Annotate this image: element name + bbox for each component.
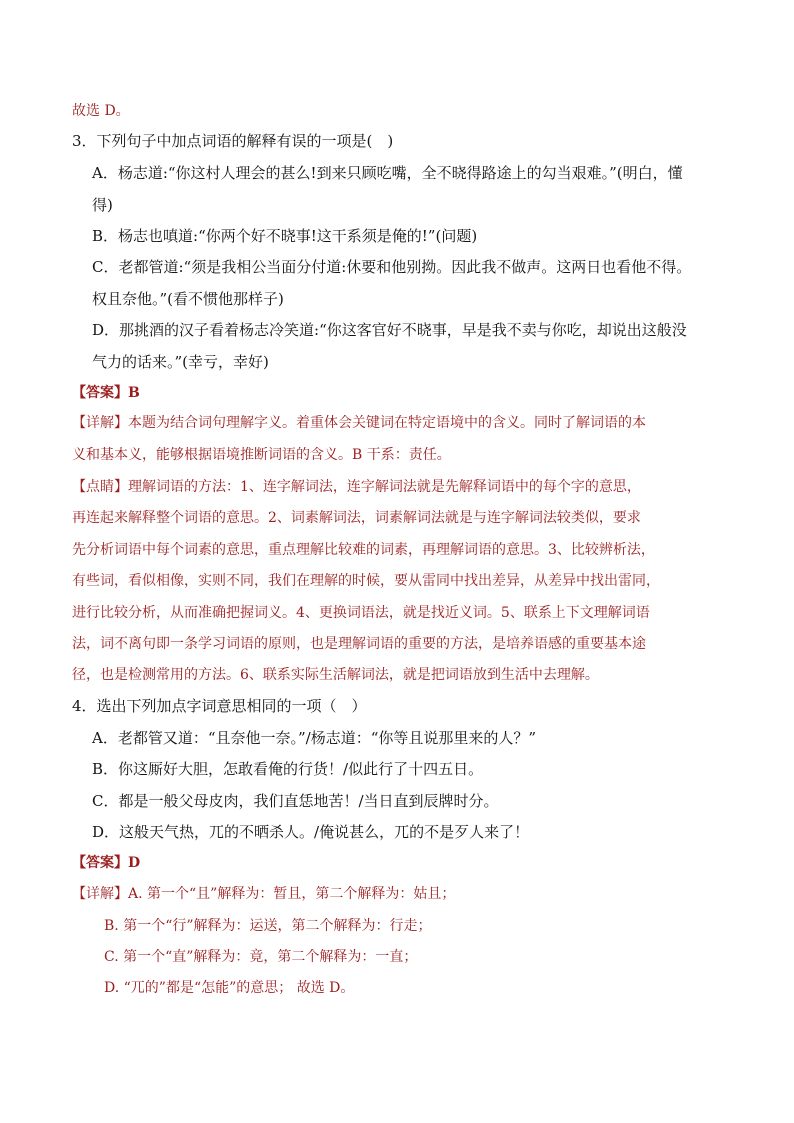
question-4-stem: 4．选出下列加点字词意思相同的一项（ ） (72, 697, 367, 715)
question-4-explanation: 【详解】A. 第一个“且”解释为：暂且，第二个解释为：姑且； (72, 886, 456, 902)
question-3-option-b: B．杨志也嗔道:“你两个好不晓事!这干系须是俺的!”(问题) (92, 227, 478, 245)
question-3-tip-line: 有些词，看似相像，实则不同，我们在理解的时候，要从雷同中找出差异，从差异中找出雷同， (72, 573, 660, 589)
question-4-option-a: A．老都管又道：“且奈他一奈。”/杨志道：“你等且说那里来的人？” (92, 729, 537, 747)
question-4-option-d: D．这般天气热，兀的不晒杀人。/俺说甚么，兀的不是歹人来了！ (92, 823, 530, 841)
question-3-tip-line: 径，也是检测常用的方法。6、联系实际生活解词法，就是把词语放到生活中去理解。 (72, 667, 599, 683)
question-3-stem: 3．下列句子中加点词语的解释有误的一项是( ) (72, 132, 394, 150)
question-3-explanation-continued: 义和基本义，能够根据语境推断词语的含义。B 干系：责任。 (72, 447, 451, 463)
question-3-tip-line: 【点睛】理解词语的方法：1、连字解词法，连字解词法就是先解释词语中的每个字的意思， (72, 479, 641, 495)
question-3-answer: 【答案】B (72, 385, 140, 401)
question-3-option-d: D．那挑酒的汉子看着杨志冷笑道:“你这客官好不晓事，早是我不卖与你吃，却说出这般没 (92, 321, 687, 339)
previous-conclusion: 故选 D。 (72, 103, 130, 119)
question-4-explanation-d: D. “兀的”都是“怎能”的意思； 故选 D。 (104, 980, 355, 996)
question-3-option-d-continued: 气力的话来。”(幸亏，幸好) (92, 353, 269, 371)
question-3-tip-line: 再连起来解释整个词语的意思。2、词素解词法，词素解词法就是与连字解词法较类似，要求 (72, 510, 641, 526)
question-3-tip-line: 进行比较分析，从而准确把握词义。4、更换词语法，就是找近义词。5、联系上下文理解词语 (72, 605, 650, 621)
question-4-explanation-c: C. 第一个“直”解释为：竟，第二个解释为：一直； (104, 949, 418, 965)
question-4-explanation-b: B. 第一个“行”解释为：运送，第二个解释为：行走； (104, 918, 432, 934)
question-3-tip-line: 法，词不离句即一条学习词语的原则，也是理解词语的重要的方法，是培养语感的重要基本途 (72, 636, 646, 652)
question-3-option-c: C．老都管道:“须是我相公当面分付道:休要和他别拗。因此我不做声。这两日也看他不得。 (92, 258, 692, 276)
question-3-tip-line: 先分析词语中每个词素的意思，重点理解比较难的词素，再理解词语的意思。3、比较辨析法， (72, 542, 655, 558)
question-3-option-c-continued: 权且奈他。”(看不惯他那样子) (92, 290, 284, 308)
question-3-option-a-continued: 得) (92, 196, 113, 214)
question-4-answer: 【答案】D (72, 855, 141, 871)
question-4-option-c: C．都是一般父母皮肉，我们直恁地苦！/当日直到辰牌时分。 (92, 792, 499, 810)
question-4-option-b: B．你这厮好大胆，怎敢看俺的行货！/似此行了十四五日。 (92, 760, 484, 778)
question-3-option-a: A．杨志道:“你这村人理会的甚么!到来只顾吃嘴，全不晓得路途上的勾当艰难。”(明白，懂 (92, 164, 683, 182)
question-3-explanation: 【详解】本题为结合词句理解字义。着重体会关键词在特定语境中的含义。同时了解词语的本 (72, 415, 646, 431)
